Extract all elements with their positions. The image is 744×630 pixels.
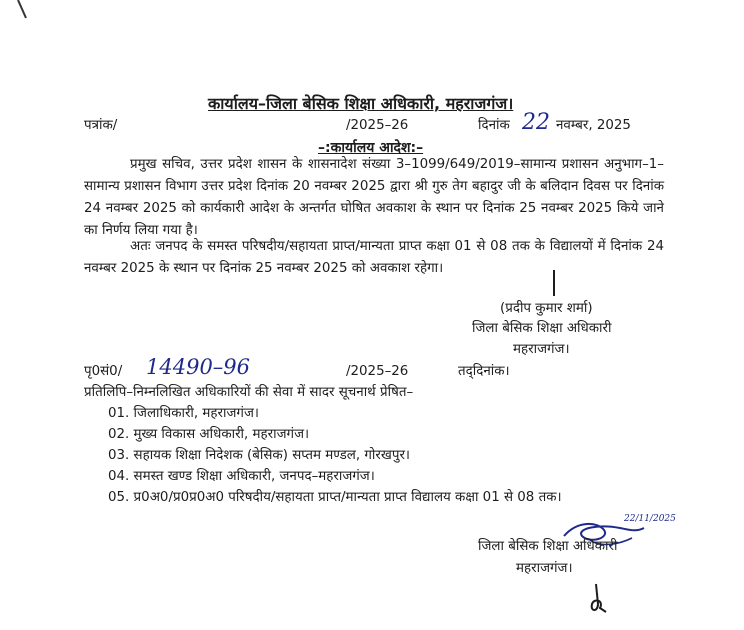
copy-ref-year: /2025–26 [346,364,409,379]
handwritten-dispatch-number: 14490–96 [146,355,251,379]
ref-year: /2025–26 [346,118,409,133]
copy-list-item: 04. समस्त खण्ड शिक्षा अधिकारी, जनपद–महराजगंज। [108,469,375,484]
page-fold-mark [18,0,42,24]
signature-tick [550,270,560,300]
date-suffix: नवम्बर, 2025 [556,118,631,133]
signature-date: 22/11/2025 [624,514,676,524]
ref-label: पत्रांक/ [84,118,118,133]
handwritten-date: 22 [522,110,550,135]
signatory2-place: महराजगंज। [516,561,573,576]
copy-list-item: 03. सहायक शिक्षा निदेशक (बेसिक) सप्तम मण्डल, गोरखपुर। [108,448,410,463]
order-heading: –:कार्यालय आदेश:– [318,140,424,156]
signatory2-designation: जिला बेसिक शिक्षा अधिकारी [478,539,618,554]
copy-ref-label: पृ0सं0/ [84,364,123,379]
copy-intro: प्रतिलिपि–निम्नलिखित अधिकारियों की सेवा में सादर सूचनार्थ प्रेषित– [84,385,414,400]
copy-list-item: 02. मुख्य विकास अधिकारी, महराजगंज। [108,427,310,442]
copy-list-item: 01. जिलाधिकारी, महराजगंज। [108,406,259,421]
copy-date: तद्‌दिनांक। [458,364,510,379]
initials-mark [586,582,610,618]
signatory-name: (प्रदीप कुमार शर्मा) [500,301,593,316]
office-title: कार्यालय–जिला बेसिक शिक्षा अधिकारी, महराजगंज। [208,94,514,113]
signatory-designation: जिला बेसिक शिक्षा अधिकारी [472,321,612,336]
date-prefix: दिनांक [478,118,510,133]
order-paragraph-1: प्रमुख सचिव, उत्तर प्रदेश शासन के शासनादेश संख्या 3–1099/649/2019–सामान्य प्रशासन अनुभाग–1–सामान्य प्रशासन विभाग उत्तर प्रदेश दिनांक 20 नवम्बर 2025 द्वारा श्री गुरु तेग बहादुर जी के बलिदान दिवस पर दिनांक 24 नवम्बर 2025 को कार्यकारी आदेश के अन्तर्गत घोषित अवकाश के स्थान पर दिनांक 25 नवम्बर 2025 किये जाने का निर्णय लिया गया है। [84,157,664,238]
signatory-place: महराजगंज। [513,342,570,357]
order-paragraph-2: अतः जनपद के समस्त परिषदीय/सहायता प्राप्त/मान्यता प्राप्त कक्षा 01 से 08 तक के विद्यालयों में दिनांक 24 नवम्बर 2025 के स्थान पर दिनांक 25 नवम्बर 2025 को अवकाश रहेगा। [84,239,664,276]
copy-list-item: 05. प्र0अ0/प्र0प्र0अ0 परिषदीय/सहायता प्राप्त/मान्यता प्राप्त विद्यालय कक्षा 01 से 08 तक। [108,490,562,505]
